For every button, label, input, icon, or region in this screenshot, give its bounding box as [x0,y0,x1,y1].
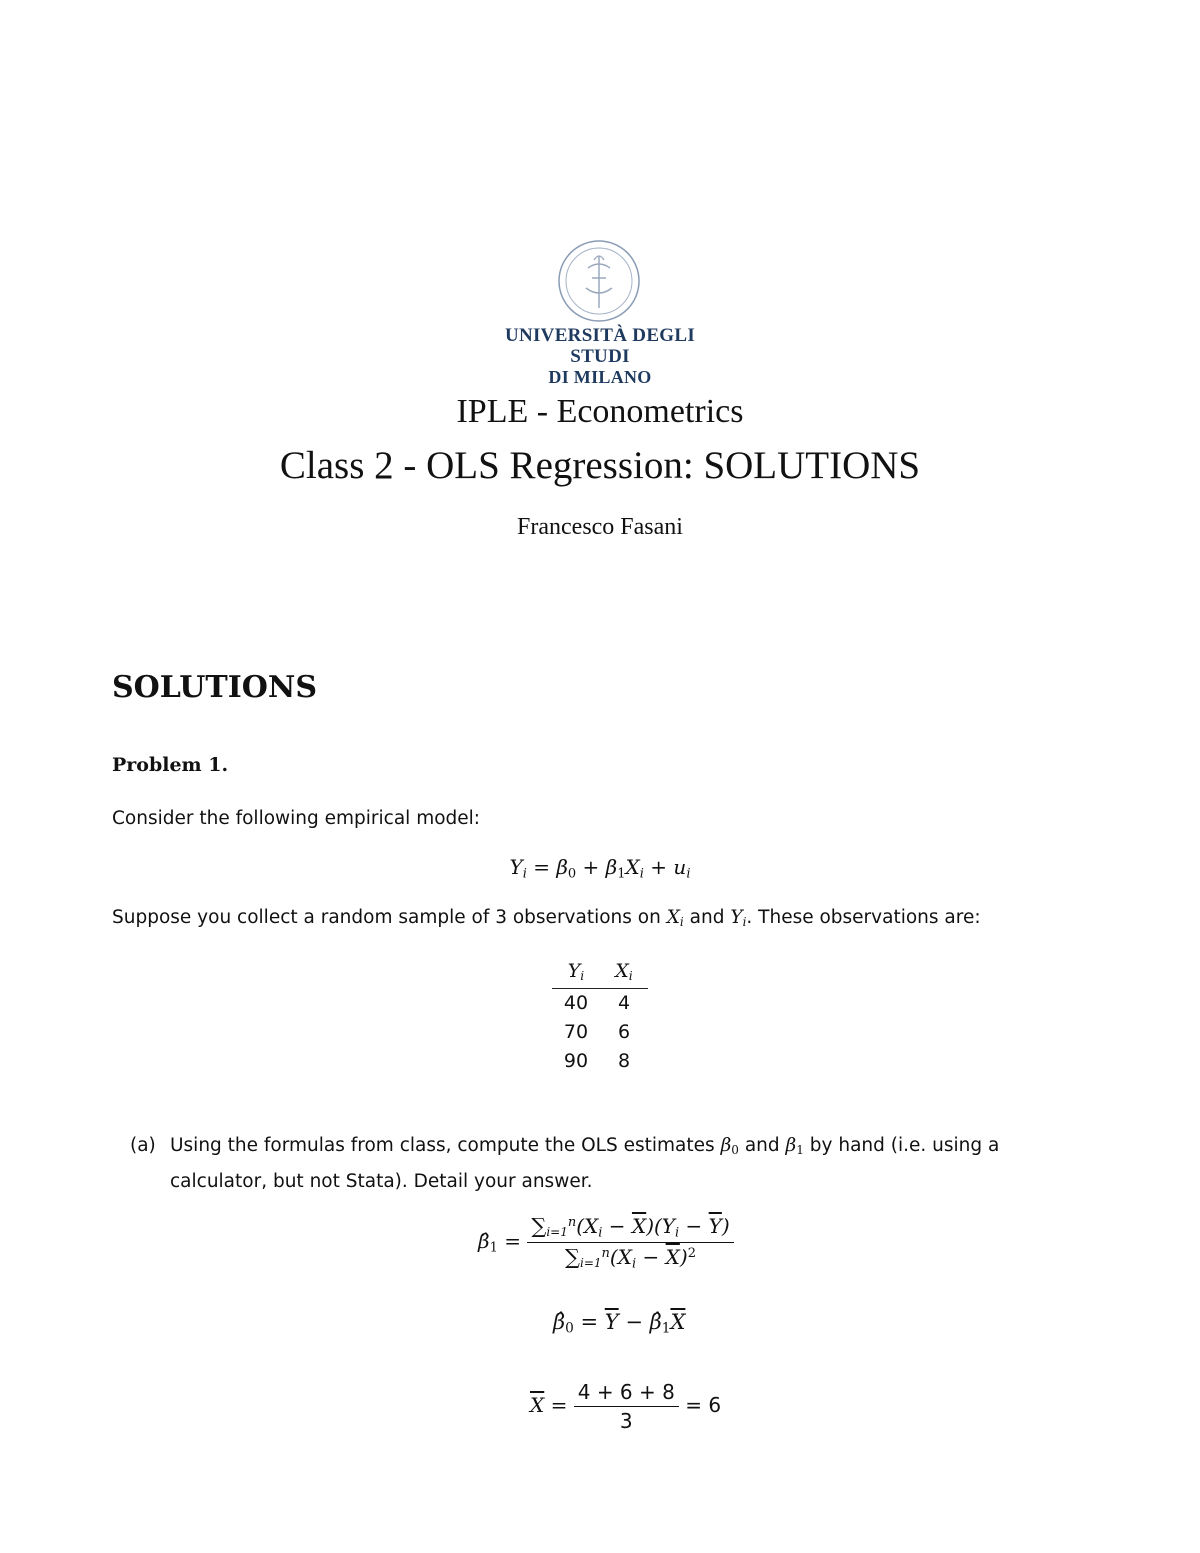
part-a-label: (a) [130,1135,156,1156]
part-a-text: Using the formulas from class, compute the OLS estimates $\beta_0$ and $\beta_1$ by hand (i.e. using a calculator, but not Stata). Detail your answer. [170,1135,1000,1192]
document-title: Class 2 - OLS Regression: SOLUTIONS [279,444,921,487]
xbar-denominator: 3 [619,1409,633,1433]
observations-table [552,960,648,1076]
section-heading: SOLUTIONS [112,670,317,705]
beta1-formula: $\betâ_1$ = $\frac{\sum_{i=1}^n(X_i - \overline{X})(Y_i - \overline{Y})}{\sum_{i=1}^n(X_i - \overline{X})^2}$ [478,1214,734,1272]
course-title: IPLE - Econometrics [456,393,744,430]
table-cell: 6 [617,1021,631,1043]
table-row [552,1047,648,1076]
table-cell: 90 [563,1050,589,1072]
university-seal-icon [556,238,642,324]
university-name [474,325,726,388]
table-cell: 4 [617,992,631,1014]
table-header [552,960,648,989]
university-name-line1: UNIVERSITÀ DEGLI STUDI [504,325,696,367]
part-a-text-and: and [744,1135,780,1156]
sample-text-and: and [689,907,725,928]
part-a-text-after: by hand (i.e. using a calculator, but not Stata). Detail your answer. [170,1135,1000,1192]
author-name: Francesco Fasani [517,514,683,540]
sample-description: Suppose you collect a random sample of 3 observations on $X_i$ and $Y_i$. These observations are: [112,907,981,929]
xbar-result: = 6 [685,1393,722,1417]
university-name-line2: DI MILANO [548,367,652,387]
beta0-formula: $\betâ_0 = \overline{Y}$ − $\betâ_1\overline{X}$ [553,1310,686,1337]
model-equation: $Y_i = \beta_0 + \beta_1X_i + u_i$ [509,855,691,882]
problem-heading: Problem 1. [112,754,229,776]
table-cell: 70 [563,1021,589,1043]
table-header-y: $Y_i$ [567,960,585,984]
sample-text-after: . These observations are: [746,907,981,928]
problem-intro: Consider the following empirical model: [112,808,481,829]
xbar-numerator: 4 + 6 + 8 [574,1380,679,1407]
table-cell: 8 [617,1050,631,1072]
sample-text-before: Suppose you collect a random sample of 3 observations on [112,907,661,928]
table-header-x: $X_i$ [615,960,633,984]
table-cell: 40 [563,992,589,1014]
part-a-text-before: Using the formulas from class, compute the OLS estimates [170,1135,715,1156]
xbar-formula: $\overline{X}$ = $\frac{4 + 6 + 8}{3}$ = 6 [530,1380,722,1433]
table-row [552,989,648,1018]
table-row [552,1018,648,1047]
